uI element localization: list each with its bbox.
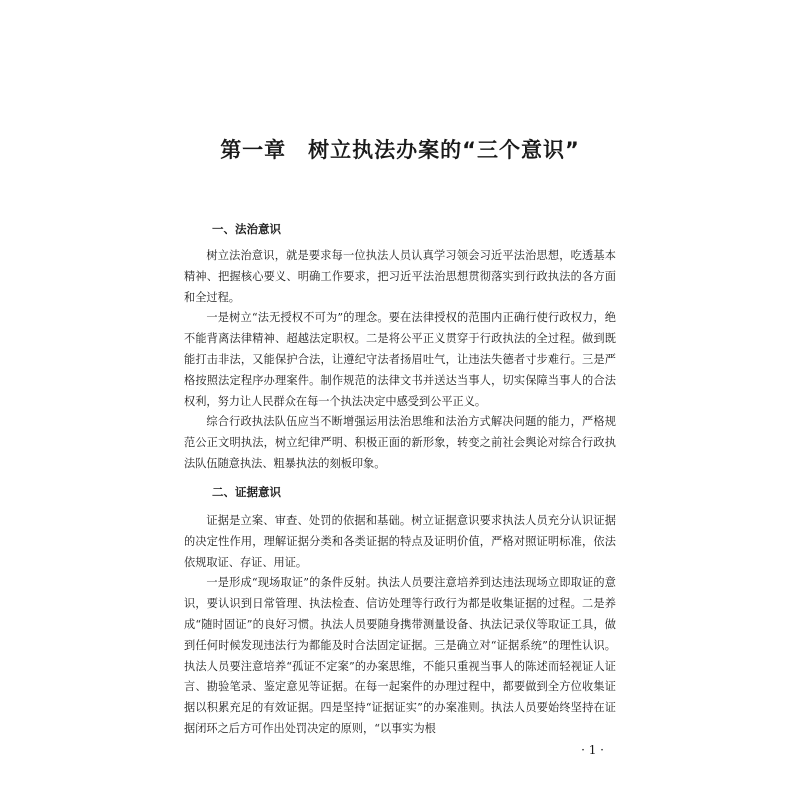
chapter-title: 第一章 树立执法办案的“三个意识”	[220, 138, 580, 162]
paragraph: 综合行政执法队伍应当不断增强运用法治思维和法治方式解决问题的能力，严格规范公正文明执法，树立纪律严明、积极正面的新形象，转变之前社会舆论对综合行政执法队伍随意执法、粗暴执法的刻板印象。	[184, 415, 616, 470]
section-heading-rule-of-law: 一、法治意识	[212, 222, 281, 236]
page-number: · 1 ·	[581, 743, 604, 757]
paragraph: 一是树立“法无授权不可为”的理念。要在法律授权的范围内正确行使行政权力，绝不能背离法律精神、超越法定职权。二是将公平正义贯穿于行政执法的全过程。做到既能打击非法，又能保护合法，让遵纪守法者扬眉吐气，让违法失德者寸步难行。三是严格按照法定程序办理案件。制作规范的法律文书并送达当事人，切实保障当事人的合法权利，努力让人民群众在每一个执法决定中感受到公平正义。	[184, 311, 616, 408]
paragraph: 一是形成“现场取证”的条件反射。执法人员要注意培养到达违法现场立即取证的意识，要认识到日常管理、执法检查、信访处理等行政行为都是收集证据的过程。二是养成“随时固证”的良好习惯。执法人员要随身携带测量设备、执法记录仪等取证工具，做到任何时候发现违法行为都能及时合法固定证据。三是确立对“证据系统”的理性认识。执法人员要注意培养“孤证不定案”的办案思维，不能只重视当事人的陈述而轻视证人证言、勘验笔录、鉴定意见等证据。在每一起案件的办理过程中，都要做到全方位收集证据以积累充足的有效证据。四是坚持“证据证实”的办案准则。执法人员要始终坚持在证据闭环之后方可作出处罚决定的原则，“以事实为根	[184, 576, 616, 735]
section-heading-evidence: 二、证据意识	[212, 485, 281, 499]
section-body-rule-of-law	[184, 246, 616, 475]
paragraph: 树立法治意识，就是要求每一位执法人员认真学习领会习近平法治思想，吃透基本精神、把握核心要义、明确工作要求，把习近平法治思想贯彻落实到行政执法的各方面和全过程。	[184, 249, 616, 304]
section-body-evidence	[184, 511, 616, 740]
paragraph: 证据是立案、审查、处罚的依据和基础。树立证据意识要求执法人员充分认识证据的决定性作用，理解证据分类和各类证据的特点及证明价值，严格对照证明标准，依法依规取证、存证、用证。	[184, 514, 616, 569]
